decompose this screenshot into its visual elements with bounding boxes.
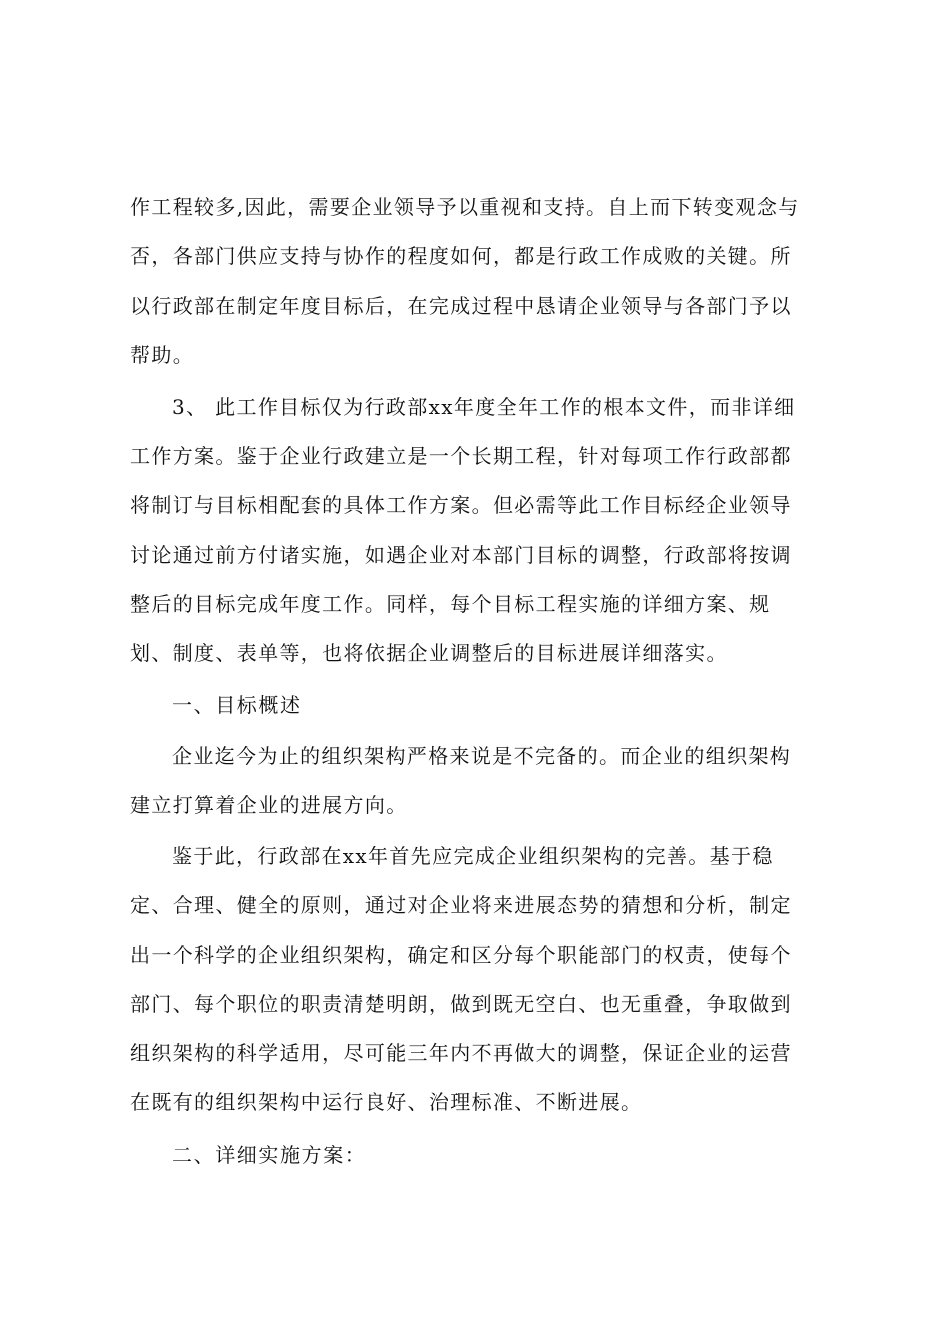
paragraph-line: 定、合理、健全的原则，通过对企业将来进展态势的猜想和分析，制定 [130, 893, 792, 917]
paragraph-line: 鉴于此，行政部在xx年首先应完成企业组织架构的完善。基于稳 [172, 844, 774, 868]
paragraph-line: 工作方案。鉴于企业行政建立是一个长期工程，针对每项工作行政部都 [130, 444, 792, 468]
paragraph-line: 以行政部在制定年度目标后，在完成过程中恳请企业领导与各部门予以 [130, 294, 792, 318]
paragraph-line: 3、 此工作目标仅为行政部xx年度全年工作的根本文件，而非详细 [172, 395, 796, 419]
section-heading: 一、目标概述 [172, 693, 302, 717]
paragraph-line: 划、制度、表单等，也将依据企业调整后的目标进展详细落实。 [130, 641, 728, 665]
paragraph-line: 作工程较多,因此，需要企业领导予以重视和支持。自上而下转变观念与 [130, 195, 800, 219]
paragraph-line: 组织架构的科学适用，尽可能三年内不再做大的调整，保证企业的运营 [130, 1041, 792, 1065]
paragraph-line: 帮助。 [130, 343, 195, 367]
paragraph-line: 整后的目标完成年度工作。同样，每个目标工程实施的详细方案、规 [130, 592, 771, 616]
paragraph-line: 将制订与目标相配套的具体工作方案。但必需等此工作目标经企业领导 [130, 493, 792, 517]
paragraph-line: 在既有的组织架构中运行良好、治理标准、不断进展。 [130, 1090, 643, 1114]
paragraph-line: 否，各部门供应支持与协作的程度如何，都是行政工作成败的关键。所 [130, 244, 792, 268]
paragraph-line: 出一个科学的企业组织架构，确定和区分每个职能部门的权责，使每个 [130, 943, 792, 967]
paragraph-line: 讨论通过前方付诸实施，如遇企业对本部门目标的调整，行政部将按调 [130, 543, 792, 567]
paragraph-line: 部门、每个职位的职责清楚明朗，做到既无空白、也无重叠，争取做到 [130, 992, 792, 1016]
section-heading: 二、详细实施方案： [172, 1143, 367, 1167]
paragraph-line: 企业迄今为止的组织架构严格来说是不完备的。而企业的组织架构 [172, 744, 792, 768]
paragraph-line: 建立打算着企业的进展方向。 [130, 793, 408, 817]
